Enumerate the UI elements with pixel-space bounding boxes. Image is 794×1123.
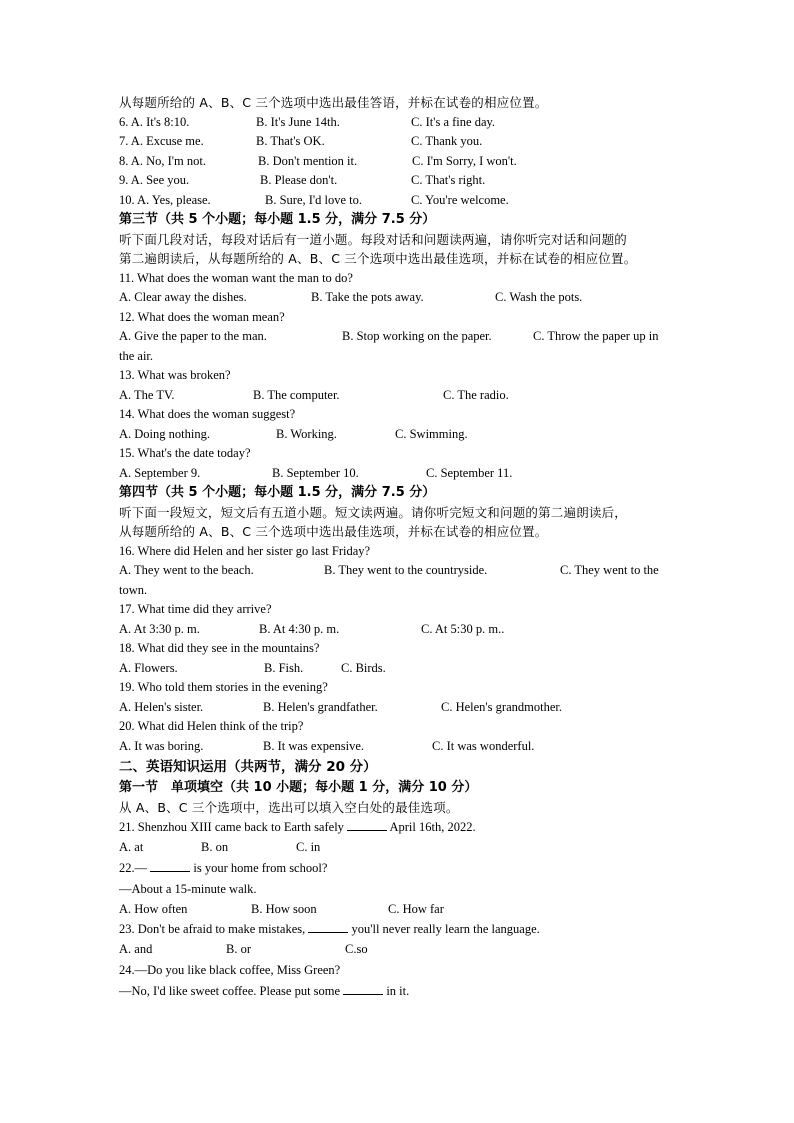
section4-heading: 第四节（共 5 个小题；每小题 1.5 分，满分 7.5 分） xyxy=(119,485,436,500)
q18-option-b: B. Fish. xyxy=(264,660,304,675)
exam-page xyxy=(119,93,679,1002)
q13-stem: 13. What was broken? xyxy=(119,368,231,382)
question-6 xyxy=(119,113,679,133)
q11-option-a: A. Clear away the dishes. xyxy=(119,290,247,304)
q7-option-a: 7. A. Excuse me. xyxy=(119,134,204,148)
q16-option-c-cont: town. xyxy=(119,582,148,597)
q16-option-c: C. They went to the xyxy=(560,563,659,577)
question-10 xyxy=(119,191,679,211)
q19-stem: 19. Who told them stories in the evening? xyxy=(119,680,328,694)
q24-reply xyxy=(119,981,679,1002)
q22-blank xyxy=(150,859,190,872)
q14-option-b: B. Working. xyxy=(276,426,337,441)
q11-stem: 11. What does the woman want the man to do? xyxy=(119,270,353,285)
q13-option-c: C. The radio. xyxy=(443,387,509,402)
q8-option-b: B. Don't mention it. xyxy=(258,153,358,168)
q12-option-c-cont: the air. xyxy=(119,348,154,363)
question-17-options xyxy=(119,620,679,640)
q14-option-c: C. Swimming. xyxy=(395,426,468,441)
q6-option-b: B. It's June 14th. xyxy=(256,114,340,129)
question-16-options xyxy=(119,561,679,581)
q23-stem xyxy=(119,919,679,940)
q9-option-b: B. Please don't. xyxy=(260,173,338,187)
q6-option-c: C. It's a fine day. xyxy=(411,114,496,129)
q12-option-c: C. Throw the paper up in xyxy=(533,329,659,343)
q22-stem-after: is your home from school? xyxy=(193,860,328,875)
q17-option-c: C. At 5:30 p. m.. xyxy=(421,621,505,636)
q10-option-c: C. You're welcome. xyxy=(411,192,509,207)
q14-option-a: A. Doing nothing. xyxy=(119,426,210,441)
q18-stem: 18. What did they see in the mountains? xyxy=(119,641,320,655)
section3-instruction-line2: 第二遍朗读后，从每题所给的 A、B、C 三个选项中选出最佳选项，并标在试卷的相应位置。 xyxy=(119,251,637,266)
q8-option-c: C. I'm Sorry, I won't. xyxy=(412,153,517,168)
q15-option-a: A. September 9. xyxy=(119,465,201,480)
q15-option-c: C. September 11. xyxy=(426,465,513,480)
q20-stem: 20. What did Helen think of the trip? xyxy=(119,719,304,733)
q24-reply-after: in it. xyxy=(386,983,410,998)
q17-stem: 17. What time did they arrive? xyxy=(119,602,272,616)
q22-reply: —About a 15-minute walk. xyxy=(119,881,257,896)
q16-option-a: A. They went to the beach. xyxy=(119,563,254,577)
q22-stem-before: 22.— xyxy=(119,860,148,875)
part2-section1-instruction: 从 A、B、C 三个选项中，选出可以填入空白处的最佳选项。 xyxy=(119,799,459,815)
q6-option-a: 6. A. It's 8:10. xyxy=(119,114,190,129)
q20-option-b: B. It was expensive. xyxy=(263,738,365,753)
section4-instruction-line1: 听下面一段短文，短文后有五道小题。短文读两遍。请你听完短文和问题的第二遍朗读后， xyxy=(119,504,628,520)
q12-option-a: A. Give the paper to the man. xyxy=(119,329,267,343)
q11-option-c: C. Wash the pots. xyxy=(495,290,583,304)
question-9 xyxy=(119,171,679,191)
q8-option-a: 8. A. No, I'm not. xyxy=(119,153,206,168)
q21-stem-after: April 16th, 2022. xyxy=(389,820,476,834)
question-12-options xyxy=(119,327,679,347)
q12-option-b: B. Stop working on the paper. xyxy=(342,329,492,343)
q12-stem: 12. What does the woman mean? xyxy=(119,309,285,324)
q9-option-c: C. That's right. xyxy=(411,173,486,187)
q19-option-b: B. Helen's grandfather. xyxy=(263,699,378,714)
q21-option-c: C. in xyxy=(296,840,321,854)
q22-option-b: B. How soon xyxy=(251,901,317,916)
q21-option-b: B. on xyxy=(201,840,229,854)
question-21-options xyxy=(119,838,679,858)
q17-option-b: B. At 4:30 p. m. xyxy=(259,621,340,636)
question-13-options xyxy=(119,386,679,406)
q23-stem-after: you'll never really learn the language. xyxy=(351,922,540,936)
q24-blank xyxy=(343,982,383,995)
q21-stem-before: 21. Shenzhou XIII came back to Earth safely xyxy=(119,820,344,834)
q10-option-b: B. Sure, I'd love to. xyxy=(265,192,363,207)
section3-instruction-line1: 听下面几段对话，每段对话后有一道小题。每段对话和问题读两遍，请你听完对话和问题的 xyxy=(119,231,628,247)
q16-stem: 16. Where did Helen and her sister go last Friday? xyxy=(119,543,371,558)
q10-option-a: 10. A. Yes, please. xyxy=(119,192,211,207)
q17-option-a: A. At 3:30 p. m. xyxy=(119,621,200,636)
q14-stem: 14. What does the woman suggest? xyxy=(119,407,296,421)
q13-option-b: B. The computer. xyxy=(253,387,340,402)
question-7 xyxy=(119,132,679,152)
question-14-options xyxy=(119,425,679,445)
section2-instruction: 从每题所给的 A、B、C 三个选项中选出最佳答语，并标在试卷的相应位置。 xyxy=(119,95,548,110)
question-15-options xyxy=(119,464,679,484)
q24-stem: 24.—Do you like black coffee, Miss Green? xyxy=(119,962,341,977)
question-11-options xyxy=(119,288,679,308)
question-8 xyxy=(119,152,679,172)
section4-instruction-line2: 从每题所给的 A、B、C 三个选项中选出最佳选项，并标在试卷的相应位置。 xyxy=(119,524,548,539)
q23-stem-before: 23. Don't be afraid to make mistakes, xyxy=(119,922,306,936)
section3-heading: 第三节（共 5 个小题；每小题 1.5 分，满分 7.5 分） xyxy=(119,212,436,227)
q22-option-a: A. How often xyxy=(119,901,188,916)
q15-stem: 15. What's the date today? xyxy=(119,446,251,460)
question-20-options xyxy=(119,737,679,757)
q22-stem xyxy=(119,858,679,879)
q20-option-c: C. It was wonderful. xyxy=(432,738,535,753)
part2-heading: 二、英语知识运用（共两节，满分 20 分） xyxy=(119,759,377,775)
q7-option-b: B. That's OK. xyxy=(256,134,325,148)
q21-blank xyxy=(347,818,387,831)
q19-option-c: C. Helen's grandmother. xyxy=(441,699,562,714)
q9-option-a: 9. A. See you. xyxy=(119,173,190,187)
q11-option-b: B. Take the pots away. xyxy=(311,290,424,304)
q15-option-b: B. September 10. xyxy=(272,465,359,480)
question-23-options xyxy=(119,940,679,960)
q13-option-a: A. The TV. xyxy=(119,387,175,402)
question-19-options xyxy=(119,698,679,718)
q16-option-b: B. They went to the countryside. xyxy=(324,563,488,577)
q21-stem xyxy=(119,817,679,838)
q24-reply-before: —No, I'd like sweet coffee. Please put some xyxy=(119,983,341,998)
question-18-options xyxy=(119,659,679,679)
q19-option-a: A. Helen's sister. xyxy=(119,699,204,714)
q23-option-c: C.so xyxy=(345,942,368,956)
q20-option-a: A. It was boring. xyxy=(119,738,204,753)
q18-option-c: C. Birds. xyxy=(341,660,386,675)
q23-option-a: A. and xyxy=(119,942,153,956)
q23-option-b: B. or xyxy=(226,942,251,956)
q21-option-a: A. at xyxy=(119,840,144,854)
question-22-options xyxy=(119,900,679,920)
part2-section1-heading: 第一节 单项填空（共 10 小题；每小题 1 分，满分 10 分） xyxy=(119,780,478,795)
q7-option-c: C. Thank you. xyxy=(411,134,483,148)
q18-option-a: A. Flowers. xyxy=(119,660,178,675)
q22-option-c: C. How far xyxy=(388,901,444,916)
q23-blank xyxy=(308,920,348,933)
